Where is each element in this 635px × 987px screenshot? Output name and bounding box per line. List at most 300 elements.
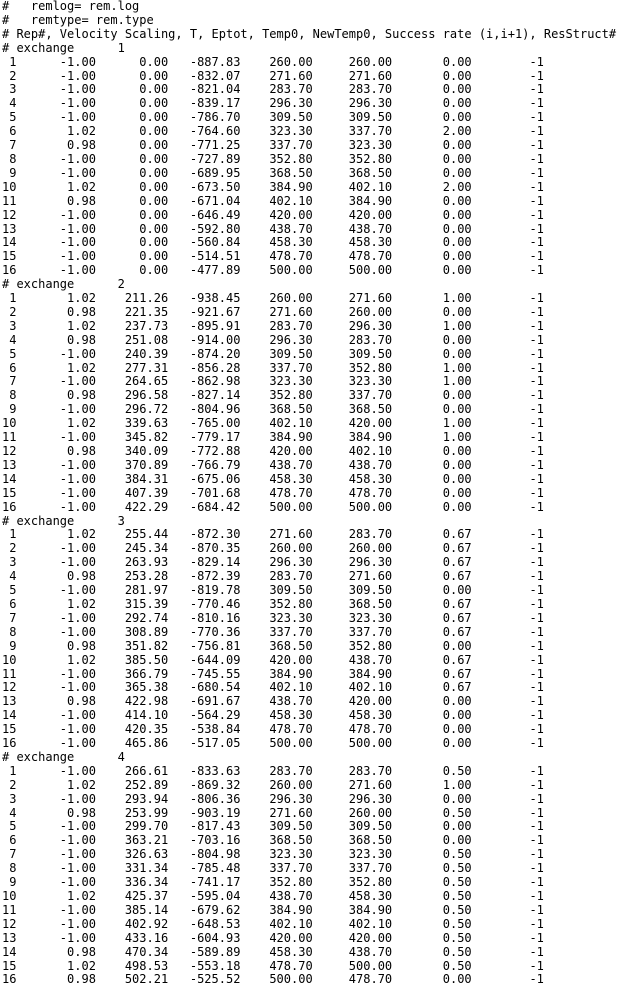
replica-cell: -1 [471, 833, 544, 848]
replica-cell: -1.00 [16, 221, 96, 236]
replica-cell: -1.00 [16, 499, 96, 514]
replica-cell: -1 [471, 485, 544, 500]
replica-cell: -538.84 [168, 722, 241, 737]
replica-cell: 0.00 [95, 110, 169, 125]
replica-row [2, 668, 616, 682]
replica-cell: -804.96 [168, 402, 241, 417]
replica-cell: -1 [471, 791, 544, 806]
replica-cell: 0.00 [95, 151, 169, 166]
replica-cell: 296.30 [240, 555, 313, 570]
replica-cell: -1.00 [16, 207, 96, 222]
replica-cell: 420.00 [312, 694, 393, 709]
replica-cell: -839.17 [168, 96, 241, 111]
replica-cell: -689.95 [168, 165, 241, 180]
replica-cell: -1.00 [16, 235, 96, 250]
replica-cell: -1 [471, 96, 544, 111]
replica-cell: -517.05 [168, 736, 241, 751]
replica-cell: 1.02 [16, 889, 96, 903]
replica-cell: 16 [2, 263, 17, 278]
replica-cell: -745.55 [168, 666, 241, 681]
replica-cell: 3 [2, 318, 17, 333]
replica-cell: -1.00 [16, 68, 96, 83]
replica-cell: 323.30 [240, 374, 313, 389]
replica-row [2, 681, 616, 695]
replica-cell: 384.90 [312, 902, 393, 917]
replica-cell: 309.50 [312, 819, 393, 834]
replica-cell: -1 [471, 638, 544, 653]
replica-cell: 283.70 [312, 332, 393, 347]
replica-row [2, 56, 616, 70]
replica-cell: 458.30 [312, 889, 393, 903]
replica-cell: 10 [2, 889, 17, 903]
replica-cell: 500.00 [312, 958, 393, 973]
replica-cell: 0.67 [392, 527, 472, 542]
replica-cell: -477.89 [168, 263, 241, 278]
replica-cell: 0.00 [95, 179, 169, 194]
replica-cell: -1.00 [16, 722, 96, 737]
replica-cell: 365.38 [95, 680, 169, 695]
replica-cell: -1.00 [16, 471, 96, 486]
replica-cell: 8 [2, 151, 17, 166]
replica-row [2, 737, 616, 751]
replica-row [2, 195, 616, 209]
replica-cell: 1.02 [16, 318, 96, 333]
replica-cell: 0.67 [392, 666, 472, 681]
replica-cell: 458.30 [312, 471, 393, 486]
replica-cell: -1 [471, 318, 544, 333]
replica-cell: -1 [471, 457, 544, 472]
replica-cell: 0.00 [392, 96, 472, 111]
replica-cell: -1 [471, 249, 544, 264]
replica-cell: -1.00 [16, 165, 96, 180]
replica-cell: 260.00 [240, 54, 313, 69]
replica-row [2, 125, 616, 139]
replica-cell: 5 [2, 346, 17, 361]
replica-cell: 500.00 [312, 263, 393, 278]
replica-cell: -938.45 [168, 291, 241, 306]
replica-cell: 2 [2, 68, 17, 83]
replica-cell: -1.00 [16, 861, 96, 876]
replica-cell: 1.00 [392, 777, 472, 792]
replica-row [2, 542, 616, 556]
replica-cell: -1.00 [16, 791, 96, 806]
replica-cell: 11 [2, 666, 17, 681]
replica-cell: 352.80 [312, 360, 393, 375]
replica-cell: 4 [2, 332, 17, 347]
replica-cell: 384.31 [95, 471, 169, 486]
replica-cell: -1 [471, 68, 544, 83]
replica-row [2, 264, 616, 278]
replica-cell: 0.67 [392, 569, 472, 584]
replica-cell: 12 [2, 207, 17, 222]
replica-row [2, 348, 616, 362]
replica-cell: -1 [471, 263, 544, 278]
replica-cell: 420.00 [240, 207, 313, 222]
replica-cell: 2.00 [392, 124, 472, 139]
replica-cell: 384.90 [312, 666, 393, 681]
replica-cell: 9 [2, 165, 17, 180]
replica-cell: 326.63 [95, 847, 169, 862]
replica-cell: -1 [471, 958, 544, 973]
replica-cell: 11 [2, 902, 17, 917]
replica-cell: 336.34 [95, 875, 169, 890]
replica-cell: -1 [471, 444, 544, 458]
replica-cell: 337.70 [240, 624, 313, 639]
replica-cell: -701.68 [168, 485, 241, 500]
replica-cell: -1.00 [16, 249, 96, 264]
replica-cell: 15 [2, 958, 17, 973]
replica-cell: 283.70 [240, 82, 313, 97]
replica-cell: 0.98 [16, 569, 96, 584]
replica-cell: 337.70 [312, 861, 393, 876]
replica-cell: 283.70 [312, 527, 393, 542]
replica-cell: 296.30 [312, 791, 393, 806]
replica-cell: -1.00 [16, 263, 96, 278]
replica-cell: -872.39 [168, 569, 241, 584]
replica-cell: 458.30 [240, 708, 313, 723]
replica-cell: 0.00 [392, 68, 472, 83]
replica-cell: 478.70 [240, 485, 313, 500]
replica-cell: 0.50 [392, 763, 472, 778]
replica-cell: -1 [471, 221, 544, 236]
replica-cell: 0.00 [392, 694, 472, 709]
replica-cell: -741.17 [168, 875, 241, 890]
replica-cell: 10 [2, 179, 17, 194]
replica-cell: -1.00 [16, 110, 96, 125]
replica-cell: 1.00 [392, 374, 472, 389]
log-header-line: # remtype= rem.type [2, 12, 154, 27]
replica-cell: 352.80 [240, 875, 313, 890]
replica-cell: -1.00 [16, 430, 96, 445]
replica-cell: 422.98 [95, 694, 169, 709]
replica-cell: 0.98 [16, 332, 96, 347]
replica-cell: 0.00 [392, 82, 472, 97]
replica-cell: -895.91 [168, 318, 241, 333]
replica-cell: 0.00 [392, 249, 472, 264]
exchange-header: # exchange 3 [2, 513, 125, 528]
replica-cell: 6 [2, 124, 17, 139]
replica-cell: -1 [471, 583, 544, 598]
replica-cell: 251.08 [95, 332, 169, 347]
replica-cell: -1 [471, 596, 544, 611]
replica-cell: 237.73 [95, 318, 169, 333]
replica-cell: 438.70 [312, 457, 393, 472]
replica-cell: 271.60 [240, 527, 313, 542]
replica-cell: -1 [471, 972, 544, 987]
replica-cell: 296.72 [95, 402, 169, 417]
replica-cell: -870.35 [168, 541, 241, 556]
replica-row [2, 765, 616, 779]
replica-row [2, 709, 616, 723]
replica-cell: 323.30 [312, 847, 393, 862]
replica-cell: -832.07 [168, 68, 241, 83]
replica-cell: -703.16 [168, 833, 241, 848]
replica-cell: 323.30 [240, 610, 313, 625]
replica-cell: -1 [471, 360, 544, 375]
replica-cell: 260.00 [312, 541, 393, 556]
replica-cell: 465.86 [95, 736, 169, 751]
replica-cell: 0.67 [392, 680, 472, 695]
replica-cell: 385.14 [95, 902, 169, 917]
replica-cell: 402.10 [240, 416, 313, 431]
replica-cell: 0.98 [16, 193, 96, 208]
replica-cell: 402.10 [240, 680, 313, 695]
replica-cell: 340.09 [95, 444, 169, 458]
replica-cell: 0.50 [392, 847, 472, 862]
replica-cell: 0.00 [392, 388, 472, 403]
replica-cell: 12 [2, 916, 17, 931]
replica-cell: -819.78 [168, 583, 241, 598]
replica-cell: -869.32 [168, 777, 241, 792]
replica-cell: -1 [471, 722, 544, 737]
replica-row [2, 890, 616, 904]
replica-cell: 0.50 [392, 861, 472, 876]
replica-cell: 0.00 [392, 736, 472, 751]
replica-cell: -804.98 [168, 847, 241, 862]
replica-cell: 351.82 [95, 638, 169, 653]
replica-cell: 292.74 [95, 610, 169, 625]
replica-cell: -1.00 [16, 457, 96, 472]
replica-cell: -595.04 [168, 889, 241, 903]
replica-row [2, 223, 616, 237]
replica-cell: 0.98 [16, 444, 96, 458]
replica-row [2, 487, 616, 501]
replica-row [2, 556, 616, 570]
replica-cell: -914.00 [168, 332, 241, 347]
replica-cell: -1.00 [16, 54, 96, 69]
replica-cell: 1.02 [16, 360, 96, 375]
replica-cell: 1 [2, 527, 17, 542]
replica-cell: 478.70 [312, 485, 393, 500]
replica-cell: 0.00 [392, 444, 472, 458]
replica-cell: 0.67 [392, 596, 472, 611]
replica-cell: -770.46 [168, 596, 241, 611]
replica-cell: -766.79 [168, 457, 241, 472]
replica-cell: 368.50 [240, 833, 313, 848]
replica-cell: 478.70 [312, 249, 393, 264]
replica-cell: 0.98 [16, 694, 96, 709]
replica-cell: 0.00 [95, 221, 169, 236]
replica-cell: 420.35 [95, 722, 169, 737]
replica-row [2, 70, 616, 84]
replica-cell: 296.30 [312, 96, 393, 111]
replica-row [2, 473, 616, 487]
replica-cell: 1.02 [16, 777, 96, 792]
replica-cell: 0.00 [392, 457, 472, 472]
replica-cell: -1 [471, 207, 544, 222]
replica-cell: 2 [2, 304, 17, 319]
replica-row [2, 375, 616, 389]
replica-cell: 260.00 [240, 541, 313, 556]
replica-cell: -856.28 [168, 360, 241, 375]
replica-cell: 296.30 [240, 96, 313, 111]
replica-cell: 283.70 [312, 763, 393, 778]
replica-cell: -1 [471, 610, 544, 625]
replica-cell: -1 [471, 54, 544, 69]
replica-row [2, 598, 616, 612]
replica-cell: -1.00 [16, 402, 96, 417]
replica-cell: -1 [471, 388, 544, 403]
replica-cell: 14 [2, 944, 17, 959]
replica-cell: 14 [2, 471, 17, 486]
replica-cell: 402.10 [240, 193, 313, 208]
replica-cell: 368.50 [240, 402, 313, 417]
replica-cell: 16 [2, 736, 17, 751]
replica-cell: -1 [471, 944, 544, 959]
replica-cell: 309.50 [312, 346, 393, 361]
replica-cell: 0.00 [392, 499, 472, 514]
replica-cell: 0.00 [392, 819, 472, 834]
replica-cell: -772.88 [168, 444, 241, 458]
replica-cell: 0.00 [392, 332, 472, 347]
replica-cell: 271.60 [240, 68, 313, 83]
replica-cell: -1 [471, 694, 544, 709]
replica-cell: 414.10 [95, 708, 169, 723]
replica-cell: -1 [471, 124, 544, 139]
log-header-line: # remlog= rem.log [2, 0, 140, 13]
replica-row [2, 793, 616, 807]
replica-cell: -1 [471, 165, 544, 180]
replica-row [2, 876, 616, 890]
replica-cell: 6 [2, 360, 17, 375]
replica-row [2, 181, 616, 195]
replica-cell: 260.00 [312, 304, 393, 319]
replica-cell: 264.65 [95, 374, 169, 389]
replica-cell: 420.00 [240, 444, 313, 458]
replica-cell: -1 [471, 930, 544, 945]
replica-row [2, 459, 616, 473]
replica-row [2, 97, 616, 111]
replica-row [2, 695, 616, 709]
replica-cell: 438.70 [240, 221, 313, 236]
replica-cell: 1.02 [16, 416, 96, 431]
replica-cell: 1.00 [392, 318, 472, 333]
replica-cell: -1.00 [16, 610, 96, 625]
replica-cell: -1 [471, 666, 544, 681]
replica-cell: 293.94 [95, 791, 169, 806]
replica-cell: -1 [471, 847, 544, 862]
replica-row [2, 501, 616, 515]
replica-cell: 308.89 [95, 624, 169, 639]
replica-cell: -691.67 [168, 694, 241, 709]
replica-cell: -673.50 [168, 179, 241, 194]
replica-cell: -756.81 [168, 638, 241, 653]
replica-cell: 420.00 [312, 416, 393, 431]
replica-cell: 0.98 [16, 944, 96, 959]
replica-cell: -1 [471, 110, 544, 125]
replica-cell: 3 [2, 555, 17, 570]
replica-cell: -765.00 [168, 416, 241, 431]
replica-cell: -829.14 [168, 555, 241, 570]
replica-cell: -1 [471, 82, 544, 97]
replica-cell: 345.82 [95, 430, 169, 445]
replica-cell: -1 [471, 235, 544, 250]
replica-row [2, 626, 616, 640]
replica-row [2, 236, 616, 250]
replica-cell: 1.02 [16, 527, 96, 542]
replica-cell: -514.51 [168, 249, 241, 264]
replica-cell: 323.30 [312, 374, 393, 389]
replica-cell: 438.70 [240, 457, 313, 472]
replica-cell: -1.00 [16, 624, 96, 639]
replica-cell: -806.36 [168, 791, 241, 806]
replica-cell: 6 [2, 596, 17, 611]
replica-row [2, 904, 616, 918]
replica-cell: 309.50 [312, 583, 393, 598]
replica-cell: -1 [471, 819, 544, 834]
replica-cell: 252.89 [95, 777, 169, 792]
replica-cell: 0.00 [95, 54, 169, 69]
replica-cell: 11 [2, 193, 17, 208]
replica-cell: -1 [471, 138, 544, 153]
replica-cell: 15 [2, 249, 17, 264]
replica-cell: 0.98 [16, 805, 96, 820]
replica-cell: -1 [471, 332, 544, 347]
replica-cell: 323.30 [240, 847, 313, 862]
replica-cell: 13 [2, 694, 17, 709]
replica-cell: 0.00 [392, 151, 472, 166]
replica-cell: 352.80 [312, 638, 393, 653]
replica-cell: -1 [471, 402, 544, 417]
replica-cell: -1.00 [16, 708, 96, 723]
replica-cell: 1 [2, 54, 17, 69]
replica-cell: 9 [2, 402, 17, 417]
replica-cell: -1.00 [16, 666, 96, 681]
replica-cell: 438.70 [312, 221, 393, 236]
replica-cell: -1.00 [16, 763, 96, 778]
replica-row [2, 306, 616, 320]
replica-cell: 1.02 [16, 291, 96, 306]
replica-cell: 10 [2, 652, 17, 667]
replica-cell: 337.70 [240, 138, 313, 153]
replica-cell: 260.00 [240, 291, 313, 306]
replica-cell: 368.50 [240, 638, 313, 653]
replica-cell: 407.39 [95, 485, 169, 500]
replica-cell: 0.00 [392, 402, 472, 417]
replica-cell: -1 [471, 889, 544, 903]
replica-cell: 0.00 [392, 708, 472, 723]
replica-cell: 296.30 [312, 555, 393, 570]
replica-cell: -833.63 [168, 763, 241, 778]
replica-row [2, 973, 616, 987]
replica-cell: 0.00 [95, 138, 169, 153]
replica-cell: 0.00 [95, 207, 169, 222]
replica-cell: -817.43 [168, 819, 241, 834]
replica-cell: -764.60 [168, 124, 241, 139]
replica-cell: 0.98 [16, 138, 96, 153]
replica-row [2, 834, 616, 848]
replica-cell: 253.28 [95, 569, 169, 584]
replica-cell: -1 [471, 151, 544, 166]
replica-cell: -1 [471, 346, 544, 361]
replica-row [2, 612, 616, 626]
replica-cell: 384.90 [240, 430, 313, 445]
replica-cell: -810.16 [168, 610, 241, 625]
replica-cell: -1 [471, 416, 544, 431]
replica-cell: 500.00 [240, 972, 313, 987]
replica-cell: 14 [2, 235, 17, 250]
replica-cell: -786.70 [168, 110, 241, 125]
replica-cell: 309.50 [240, 819, 313, 834]
replica-cell: -675.06 [168, 471, 241, 486]
replica-cell: -560.84 [168, 235, 241, 250]
rem-log-text [2, 0, 616, 987]
replica-cell: 420.00 [240, 930, 313, 945]
replica-cell: -903.19 [168, 805, 241, 820]
replica-cell: -648.53 [168, 916, 241, 931]
replica-row [2, 779, 616, 793]
replica-cell: -680.54 [168, 680, 241, 695]
